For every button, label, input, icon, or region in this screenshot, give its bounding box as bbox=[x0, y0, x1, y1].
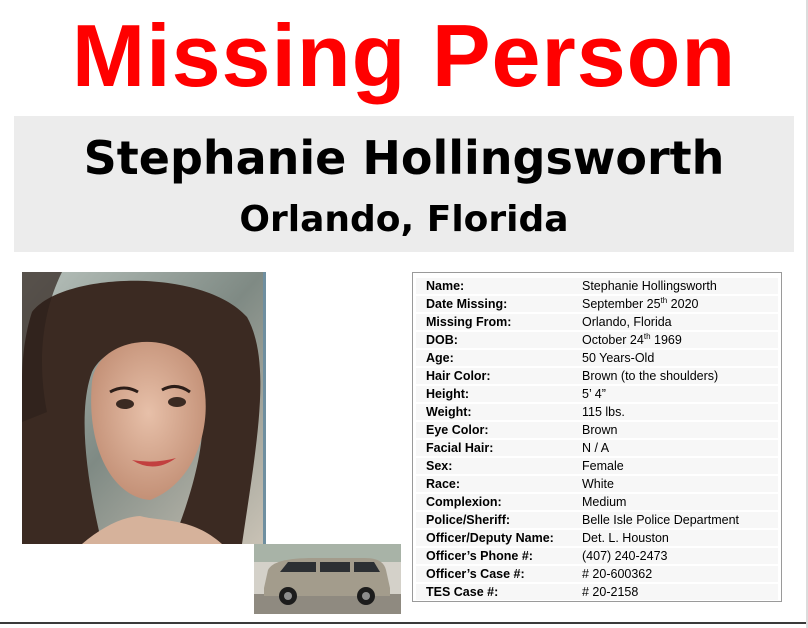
detail-label: Eye Color: bbox=[416, 422, 572, 438]
detail-label: TES Case #: bbox=[416, 584, 572, 600]
detail-value bbox=[572, 512, 778, 528]
detail-row bbox=[416, 458, 778, 474]
detail-value-text: Belle Isle Police Department bbox=[582, 513, 740, 527]
detail-row bbox=[416, 440, 778, 456]
portrait-edge bbox=[263, 272, 266, 544]
detail-value bbox=[572, 548, 778, 564]
detail-label: Race: bbox=[416, 476, 572, 492]
detail-row bbox=[416, 278, 778, 294]
detail-label: Officer/Deputy Name: bbox=[416, 530, 572, 546]
name-banner bbox=[14, 116, 794, 252]
detail-value bbox=[572, 314, 778, 330]
detail-row bbox=[416, 404, 778, 420]
detail-value-text: Det. L. Houston bbox=[582, 531, 669, 545]
details-table bbox=[412, 272, 782, 602]
detail-label: Hair Color: bbox=[416, 368, 572, 384]
detail-value bbox=[572, 458, 778, 474]
detail-value-text: Brown bbox=[582, 423, 618, 437]
detail-label: DOB: bbox=[416, 332, 572, 348]
vehicle-photo bbox=[254, 544, 401, 614]
detail-value-text: White bbox=[582, 477, 614, 491]
detail-value-text: October 24 bbox=[582, 333, 644, 347]
detail-value bbox=[572, 350, 778, 366]
detail-value-text: 115 lbs. bbox=[582, 405, 625, 419]
detail-label: Missing From: bbox=[416, 314, 572, 330]
detail-row bbox=[416, 296, 778, 312]
detail-value-year: 2020 bbox=[667, 297, 699, 311]
detail-value bbox=[572, 476, 778, 492]
detail-value bbox=[572, 494, 778, 510]
detail-value-text: Orlando, Florida bbox=[582, 315, 672, 329]
detail-value-text: N / A bbox=[582, 441, 610, 455]
detail-label: Sex: bbox=[416, 458, 572, 474]
detail-value bbox=[572, 404, 778, 420]
detail-row bbox=[416, 476, 778, 492]
detail-row bbox=[416, 548, 778, 564]
detail-row bbox=[416, 386, 778, 402]
detail-value-year: 1969 bbox=[650, 333, 682, 347]
detail-row bbox=[416, 584, 778, 600]
detail-label: Officer’s Phone #: bbox=[416, 548, 572, 564]
detail-value-text: Brown (to the shoulders) bbox=[582, 369, 719, 383]
detail-label: Weight: bbox=[416, 404, 572, 420]
detail-label: Facial Hair: bbox=[416, 440, 572, 456]
detail-label: Officer’s Case #: bbox=[416, 566, 572, 582]
ordinal-suffix: th bbox=[643, 331, 651, 341]
detail-value bbox=[572, 278, 778, 294]
detail-label: Age: bbox=[416, 350, 572, 366]
detail-row bbox=[416, 368, 778, 384]
missing-location: Orlando, Florida bbox=[239, 199, 569, 240]
detail-value-text: Stephanie Hollingsworth bbox=[582, 279, 717, 293]
detail-value-text: 50 Years-Old bbox=[582, 351, 655, 365]
detail-value bbox=[572, 386, 778, 402]
detail-row bbox=[416, 422, 778, 438]
ordinal-suffix: th bbox=[660, 295, 668, 305]
detail-label: Date Missing: bbox=[416, 296, 572, 312]
detail-row bbox=[416, 566, 778, 582]
detail-value bbox=[572, 368, 778, 384]
detail-row bbox=[416, 332, 778, 348]
detail-row bbox=[416, 530, 778, 546]
detail-label: Complexion: bbox=[416, 494, 572, 510]
detail-value-text: Medium bbox=[582, 495, 627, 509]
detail-value-text: Female bbox=[582, 459, 624, 473]
detail-row bbox=[416, 512, 778, 528]
detail-value bbox=[572, 584, 778, 600]
detail-value-text: # 20-600362 bbox=[582, 567, 653, 581]
detail-value bbox=[572, 530, 778, 546]
detail-row bbox=[416, 350, 778, 366]
detail-value-text: # 20-2158 bbox=[582, 585, 639, 599]
detail-label: Height: bbox=[416, 386, 572, 402]
detail-value bbox=[572, 422, 778, 438]
detail-row bbox=[416, 314, 778, 330]
portrait-photo bbox=[22, 272, 263, 544]
detail-value bbox=[572, 440, 778, 456]
detail-label: Name: bbox=[416, 278, 572, 294]
detail-value bbox=[572, 332, 778, 348]
detail-value-text: September 25 bbox=[582, 297, 661, 311]
detail-value bbox=[572, 566, 778, 582]
detail-row bbox=[416, 494, 778, 510]
detail-value-text: (407) 240-2473 bbox=[582, 549, 668, 563]
detail-label: Police/Sheriff: bbox=[416, 512, 572, 528]
poster-headline: Missing Person bbox=[71, 6, 737, 105]
missing-person-name: Stephanie Hollingsworth bbox=[83, 131, 725, 185]
detail-value bbox=[572, 296, 778, 312]
bottom-divider bbox=[0, 622, 808, 624]
detail-value-text: 5’ 4” bbox=[582, 387, 606, 401]
